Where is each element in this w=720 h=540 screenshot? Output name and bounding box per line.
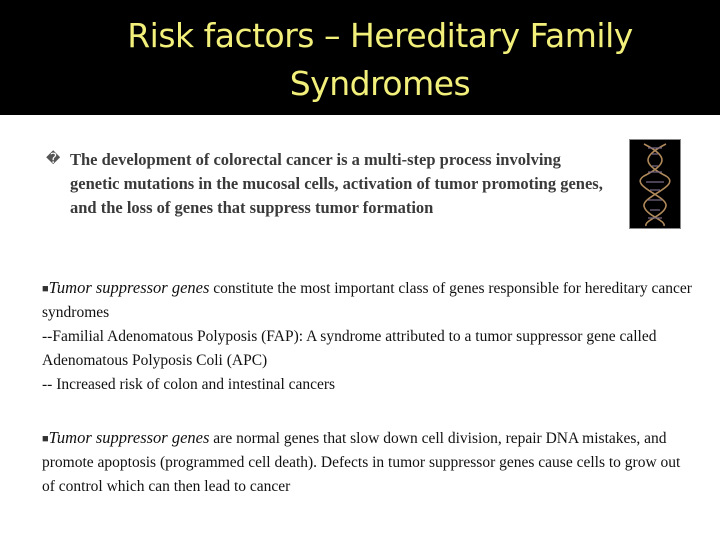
dna-helix-image bbox=[629, 139, 681, 229]
slide-title-line-2: Syndromes bbox=[289, 64, 471, 103]
emphasis-term: Tumor suppressor genes bbox=[48, 278, 210, 297]
slide-title-line-1: Risk factors – Hereditary Family bbox=[127, 16, 633, 55]
paragraph-tumor-suppressor-class bbox=[42, 276, 692, 397]
fap-line: --Familial Adenomatous Polyposis (FAP): A syndrome attributed to a tumor suppressor gene called Adenomatous Polyposis Coli (APC) bbox=[42, 328, 657, 369]
paragraph-text: constitute the most important class of genes responsible for hereditary cancer syndromes bbox=[42, 280, 692, 321]
paragraph-tumor-suppressor-definition bbox=[42, 426, 692, 499]
bullet-marker-icon: � bbox=[46, 152, 61, 167]
square-bullet-icon: ■ bbox=[42, 433, 49, 445]
slide-title bbox=[60, 12, 700, 108]
title-bar bbox=[0, 0, 720, 115]
risk-line: -- Increased risk of colon and intestinal cancers bbox=[42, 376, 336, 393]
bullet-text: The development of colorectal cancer is a multi-step process involving genetic mutations in the mucosal cells, activation of tumor promoting genes, and the loss of genes that suppress tumor formation bbox=[70, 150, 603, 217]
paragraph-text: are normal genes that slow down cell division, repair DNA mistakes, and promote apoptosis (programmed cell death). Defects in tumor suppressor genes cause cells to grow out of control which can then lead to cancer bbox=[42, 430, 681, 495]
square-bullet-icon: ■ bbox=[42, 283, 49, 295]
paragraph-line bbox=[42, 276, 692, 325]
emphasis-term: Tumor suppressor genes bbox=[48, 428, 210, 447]
dna-helix-icon bbox=[630, 140, 680, 228]
bullet-colorectal-development bbox=[46, 148, 606, 220]
